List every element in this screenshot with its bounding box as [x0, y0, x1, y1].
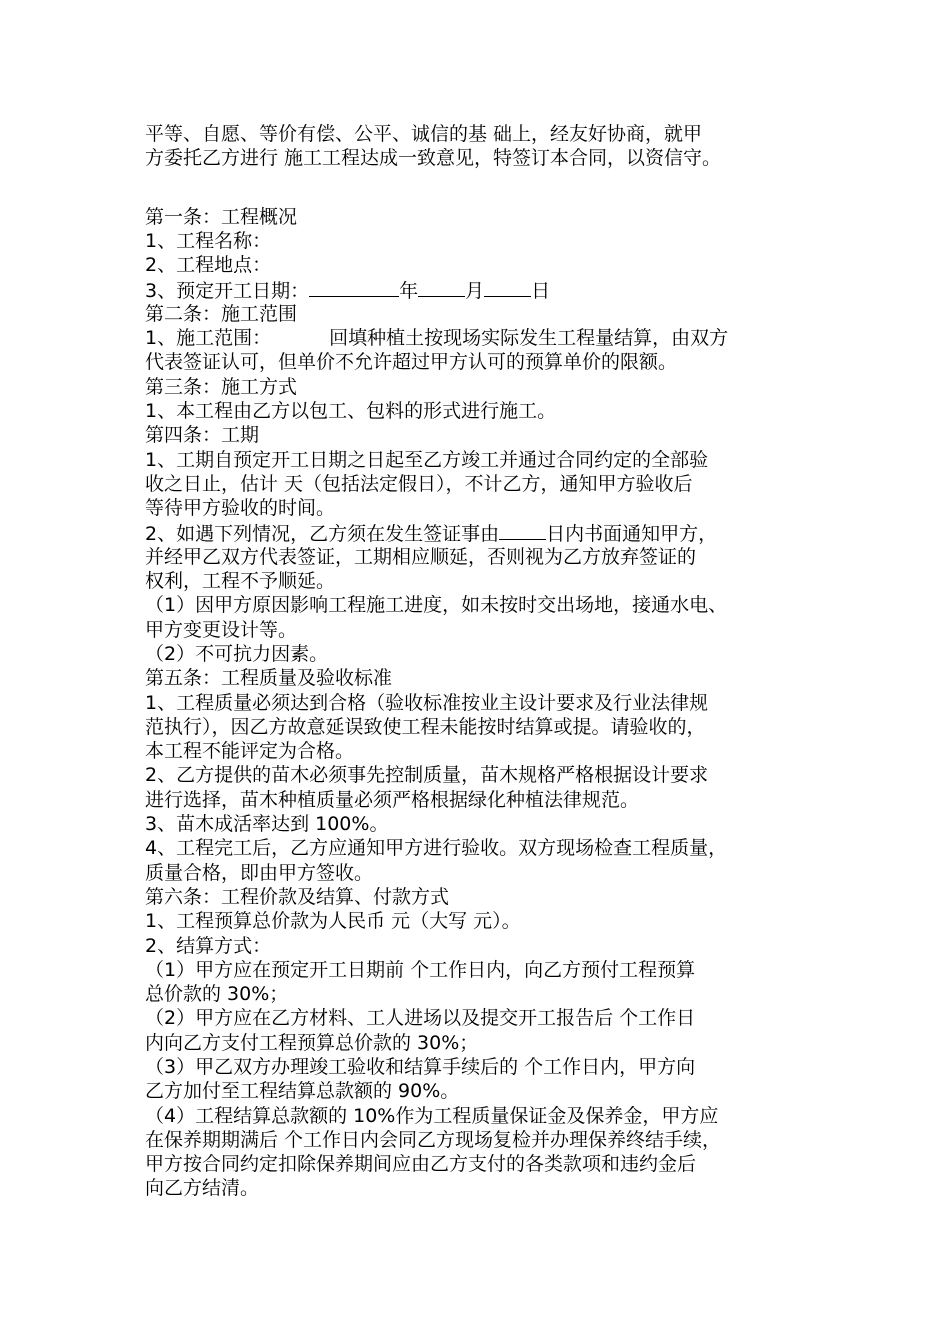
- month-blank: [418, 277, 465, 297]
- contract-page: [145, 122, 845, 1201]
- scope-line: 代表签证认可，但单价不允许超过甲方认可的预算单价的限额。: [145, 351, 678, 374]
- article2-title: 第二条：施工范围: [145, 302, 298, 325]
- payment-line: （1）甲方应在预定开工日期前 个工作日内，向乙方预付工程预算: [145, 958, 696, 981]
- period-line: （2）不可抗力因素。: [145, 642, 329, 665]
- quality-line: 进行选择，苗木种植质量必须严格根据绿化种植法律规范。: [145, 788, 640, 811]
- scope-line: [145, 326, 845, 350]
- quality-line: 4、工程完工后，乙方应通知甲方进行验收。双方现场检查工程质量，: [145, 837, 728, 860]
- month-label: 月: [465, 280, 485, 303]
- payment-line: （3）甲乙双方办理竣工验收和结算手续后的 个工作日内，甲方向: [145, 1055, 696, 1078]
- article4-title: 第四条：工期: [145, 424, 260, 447]
- period-line: 等待甲方验收的时间。: [145, 497, 336, 520]
- scope-label: 1、施工范围：: [145, 327, 272, 350]
- payment-line: 向乙方结清。: [145, 1177, 260, 1200]
- quality-line: 质量合格，即由甲方签收。: [145, 861, 374, 884]
- quality-line: 2、乙方提供的苗木必须事先控制质量，苗木规格严格根据设计要求: [145, 764, 709, 787]
- quality-line: 本工程不能评定为合格。: [145, 740, 355, 763]
- intro-line: 平等、自愿、等价有偿、公平、诚信的基 础上，经友好协商，就甲: [145, 123, 703, 145]
- notice-text-end: 日内书面通知甲方，: [546, 523, 718, 546]
- payment-line: 内向乙方支付工程预算总价款的 30%；: [145, 1031, 479, 1054]
- payment-line: （2）甲方应在乙方材料、工人进场以及提交开工报告后 个工作日: [145, 1007, 696, 1030]
- payment-line: 1、工程预算总价款为人民币 元（大写 元）。: [145, 910, 521, 933]
- project-location-field: 2、工程地点：: [145, 254, 272, 277]
- paragraph-gap: [145, 171, 845, 205]
- payment-line: （4）工程结算总款额的 10%作为工程质量保证金及保养金，甲方应: [145, 1104, 719, 1127]
- year-label: 年: [399, 280, 419, 303]
- days-blank: [499, 520, 546, 540]
- article5-title: 第五条：工程质量及验收标准: [145, 667, 393, 690]
- method-line: 1、本工程由乙方以包工、包料的形式进行施工。: [145, 399, 557, 422]
- notice-text: 2、如遇下列情况，乙方须在发生签证事由: [145, 523, 500, 546]
- article1-title: 第一条：工程概况: [145, 205, 298, 228]
- period-line: 权利，工程不予顺延。: [145, 570, 336, 593]
- payment-line: 2、结算方式：: [145, 934, 272, 957]
- payment-line: 在保养期期满后 个工作日内会同乙方现场复检并办理保养终结手续，: [145, 1128, 722, 1151]
- period-line: 并经甲乙双方代表签证，工期相应顺延，否则视为乙方放弃签证的: [145, 545, 697, 568]
- day-blank: [484, 277, 531, 297]
- period-line: [145, 520, 845, 544]
- payment-line: 总价款的 30%；: [145, 983, 289, 1006]
- start-date-field: [145, 277, 845, 301]
- scope-text: 回填种植土按现场实际发生工程量结算，由双方: [329, 327, 729, 350]
- quality-line: 范执行），因乙方故意延误致使工程未能按时结算或提。请验收的，: [145, 715, 706, 738]
- quality-line: 1、工程质量必须达到合格（验收标准按业主设计要求及行业法律规: [145, 691, 709, 714]
- period-line: 收之日止，估计 天（包括法定假日），不计乙方，通知甲方验收后: [145, 472, 693, 495]
- article6-title: 第六条：工程价款及结算、付款方式: [145, 885, 450, 908]
- year-blank: [309, 277, 399, 297]
- period-line: 1、工期自预定开工日期之日起至乙方竣工并通过合同约定的全部验: [145, 448, 709, 471]
- intro-line: 方委托乙方进行 施工工程达成一致意见，特签订本合同，以资信守。: [145, 147, 722, 170]
- start-date-label: 3、预定开工日期：: [145, 280, 310, 303]
- article3-title: 第三条：施工方式: [145, 375, 298, 398]
- payment-line: 甲方按合同约定扣除保养期间应由乙方支付的各类款项和违约金后: [145, 1153, 697, 1176]
- payment-line: 乙方加付至工程结算总款额的 90%。: [145, 1080, 460, 1103]
- day-label: 日: [531, 280, 551, 303]
- quality-line: 3、苗木成活率达到 100%。: [145, 813, 389, 836]
- project-name-field: 1、工程名称：: [145, 229, 272, 252]
- period-line: （1）因甲方原因影响工程施工进度，如未按时交出场地，接通水电、: [145, 594, 728, 617]
- period-line: 甲方变更设计等。: [145, 618, 298, 641]
